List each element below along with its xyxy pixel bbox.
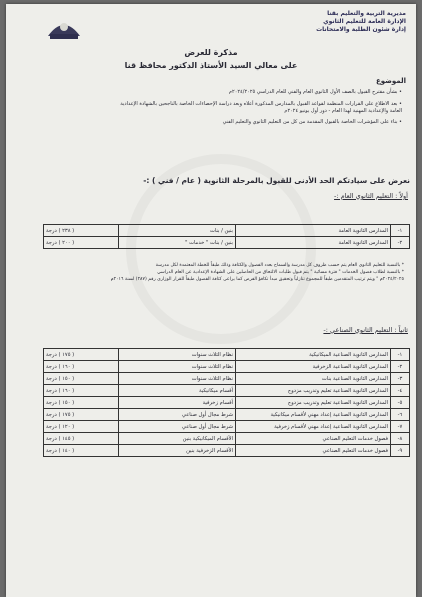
table-row bbox=[44, 397, 410, 409]
table-cell: شرط مجال أول صناعي bbox=[119, 421, 236, 433]
table-row bbox=[44, 373, 410, 385]
table-cell: ( ١٧٥ ) درجة bbox=[44, 409, 119, 421]
table-cell: ( ١٤٠ ) درجة bbox=[44, 445, 119, 457]
table-cell: ( ١٢٠ ) درجة bbox=[44, 421, 119, 433]
table-row bbox=[44, 349, 410, 361]
table-cell: الأقسام الميكانيكية بنين bbox=[119, 433, 236, 445]
memo-recipient: على معالي السيد الأستاذ الدكتور محافظ قنا bbox=[124, 61, 298, 70]
general-table bbox=[43, 224, 410, 249]
table-cell: أقسام ميكانيكية bbox=[119, 385, 236, 397]
technical-table bbox=[43, 348, 410, 457]
table-cell: المدارس الثانوية الصناعية تعليم وتدريب مزدوج bbox=[236, 385, 391, 397]
bullet-2-cont: العامة والإعدادية المهنية لهذا العام - دور أول يونيو ٢٠٢٤م bbox=[284, 108, 402, 114]
table-cell: فصول خدمات التعليم الصناعي bbox=[236, 433, 391, 445]
table-cell: ( ١٦٠ ) درجة bbox=[44, 361, 119, 373]
table-row bbox=[44, 433, 410, 445]
table-row bbox=[44, 361, 410, 373]
note-2: * بالنسبة لطلاب فصول الخدمات " فترة مسائية " يتم قبول طلبات الالتحاق من الحاصلين على الشهادة الإعدادية عن العام الدراسي bbox=[157, 270, 404, 275]
table-cell: ( ١٤٥ ) درجة bbox=[44, 433, 119, 445]
letterhead-line-1: مديرية التربية والتعليم بقنا bbox=[327, 10, 406, 17]
table-cell: المدارس الثانوية الصناعية الميكانيكية bbox=[236, 349, 391, 361]
table-row bbox=[44, 409, 410, 421]
table-cell: أقسام زخرفية bbox=[119, 397, 236, 409]
table-cell: ( ١٦٠ ) درجة bbox=[44, 385, 119, 397]
table-row: ٢- المدارس الثانوية العامة بنين / بنات " خدمات " ( ٢٠٠ ) درجة bbox=[44, 237, 410, 249]
memo-title: مذكرة للعرض bbox=[184, 48, 238, 57]
table-cell: ٦- bbox=[391, 409, 410, 421]
ministry-logo-icon bbox=[44, 10, 84, 42]
table-cell: ٤- bbox=[391, 385, 410, 397]
table-cell: نظام الثلاث سنوات bbox=[119, 361, 236, 373]
table-row bbox=[44, 421, 410, 433]
table-cell: المدارس الثانوية الصناعية إعداد مهني لأقسام زخرفية bbox=[236, 421, 391, 433]
table-cell: ٨- bbox=[391, 433, 410, 445]
table-cell: ( ١٥٠ ) درجة bbox=[44, 373, 119, 385]
letterhead-line-2: الإدارة العامة للتعليم الثانوي bbox=[323, 18, 406, 25]
table-cell: ٣- bbox=[391, 373, 410, 385]
table-cell: المدارس الثانوية الصناعية الزخرفية bbox=[236, 361, 391, 373]
table-cell: شرط مجال أول صناعي bbox=[119, 409, 236, 421]
note-1: * بالنسبة للتعليم الثانوي العام يتم حسب ظروف كل مدرسة والسماح بعدد الفصول والكثافة وذلك طبقاً للخطة المعتمدة لكل مدرسة bbox=[155, 263, 404, 268]
notes-block bbox=[20, 262, 404, 283]
table-cell: ( ١٧٥ ) درجة bbox=[44, 349, 119, 361]
table-cell: نظام الثلاث سنوات bbox=[119, 349, 236, 361]
table-cell: المدارس الثانوية الصناعية تعليم وتدريب مزدوج bbox=[236, 397, 391, 409]
table-cell: ١- bbox=[391, 349, 410, 361]
table-cell: المدارس الثانوية الصناعية بنات bbox=[236, 373, 391, 385]
bullet-2: • بعد الاطلاع على القرارات المنظمة لقواعد القبول بالمدارس المذكورة أعلاه وبعد دراسة الإحصاءات الخاصة بالناجحين بالشهادة الإعدادية bbox=[120, 101, 402, 107]
note-3: ٢٠٢٤/٢٠٢٥م " ويتم ترتيب المتقدمين طبقاً للمجموع تنازلياً وتحقيق مبدأ تكافؤ الفرص كما يراعى كثافة الفصول طبقاً للقرار الوزاري رقم (٢٨٧) لسنة ٢٠١٦م bbox=[110, 277, 404, 282]
bullet-3: • بناء على المؤشرات الخاصة بالقبول المقدمة من كل من التعليم الثانوي والتعليم الفني bbox=[222, 119, 402, 125]
table-cell: المدارس الثانوية الصناعية إعداد مهني لأقسام ميكانيكية bbox=[236, 409, 391, 421]
table-cell: ٥- bbox=[391, 397, 410, 409]
table-row bbox=[44, 385, 410, 397]
section-technical: ثانياً : التعليم الثانوي الصناعي :- bbox=[323, 326, 408, 334]
table-cell: ٢- bbox=[391, 361, 410, 373]
table-cell: ( ١٥٠ ) درجة bbox=[44, 397, 119, 409]
table-cell: ٩- bbox=[391, 445, 410, 457]
table-row: ١- المدارس الثانوية العامة بنين / بنات ( ٢٣٨ ) درجة bbox=[44, 225, 410, 237]
letterhead bbox=[276, 10, 406, 34]
document-page bbox=[6, 4, 416, 597]
proposal-heading: نعرض على سيادتكم الحد الأدنى للقبول بالمرحلة الثانوية ( عام / فني ) :- bbox=[143, 176, 410, 185]
table-row bbox=[44, 445, 410, 457]
section-general: أولاً : التعليم الثانوي العام :- bbox=[334, 192, 408, 200]
letterhead-line-3: إدارة شئون الطلبة والامتحانات bbox=[316, 26, 406, 33]
table-cell: فصول خدمات التعليم الصناعي bbox=[236, 445, 391, 457]
table-cell: الأقسام الزخرفية بنين bbox=[119, 445, 236, 457]
bullet-1: • بشأن مقترح القبول بالصف الأول الثانوي العام والفني للعام الدراسي ٢٠٢٤/٢٠٢٥م bbox=[228, 89, 402, 95]
table-cell: نظام الثلاث سنوات bbox=[119, 373, 236, 385]
table-cell: ٧- bbox=[391, 421, 410, 433]
subject-label: الموضوع bbox=[375, 77, 406, 85]
